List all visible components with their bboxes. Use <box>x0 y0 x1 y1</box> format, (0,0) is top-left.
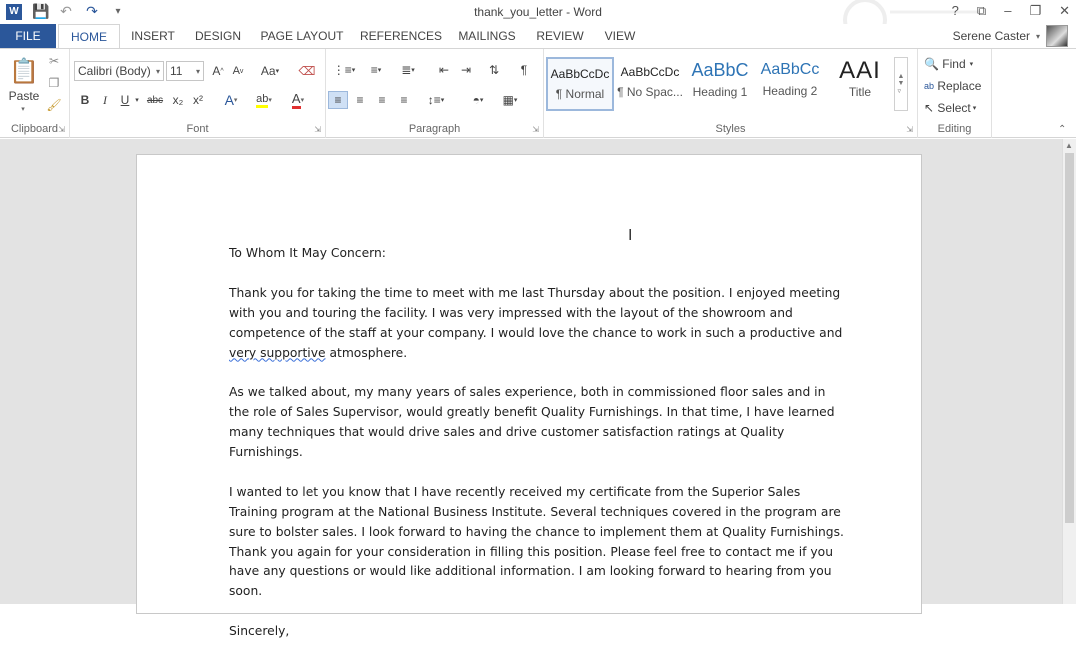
tab-file[interactable]: FILE <box>0 24 56 48</box>
highlight-color-icon[interactable]: ab ▾ <box>252 91 276 109</box>
font-size-select[interactable] <box>166 61 204 81</box>
chevron-down-icon[interactable]: ▾ <box>135 97 139 104</box>
grow-font-icon[interactable]: A ^ <box>212 64 224 78</box>
user-name[interactable]: Serene Caster <box>952 29 1030 43</box>
font-size-value: 11 <box>170 64 183 78</box>
avatar[interactable] <box>1046 25 1068 47</box>
document-page[interactable] <box>136 154 922 639</box>
styles-group-label: Styles <box>715 123 746 135</box>
line-spacing-icon[interactable]: ↕≡ ▾ <box>427 93 445 107</box>
style-name: ¶ No Spac... <box>617 85 683 99</box>
dialog-launcher-icon[interactable]: ⇲ <box>532 125 539 134</box>
tab-review[interactable]: REVIEW <box>536 29 584 43</box>
scrollbar-thumb[interactable] <box>1065 153 1074 523</box>
style-heading-2[interactable] <box>756 57 824 111</box>
styles-scroll[interactable]: ▲ ▼ ▿ <box>894 57 908 111</box>
style-preview: AaBbCcDc <box>550 67 610 81</box>
font-name-select[interactable] <box>74 61 164 81</box>
chevron-down-icon: ▾ <box>155 66 160 76</box>
tab-references[interactable]: REFERENCES <box>359 29 442 43</box>
show-formatting-icon[interactable]: ¶ <box>520 63 528 77</box>
tab-mailings[interactable]: MAILINGS <box>458 29 516 43</box>
justify-icon[interactable]: ≡ <box>400 93 408 107</box>
grammar-flag[interactable]: very supportive <box>229 345 326 360</box>
save-icon[interactable]: 💾 <box>32 3 50 19</box>
close-icon[interactable]: ✕ <box>1059 3 1070 18</box>
select-button[interactable] <box>924 99 988 117</box>
font-group <box>70 49 326 138</box>
vertical-scrollbar[interactable] <box>1062 139 1076 604</box>
style-preview: AAI <box>839 57 881 84</box>
word-app-icon[interactable]: W <box>6 4 22 20</box>
font-name-value: Calibri (Body) <box>78 64 151 78</box>
window-title: thank_you_letter - Word <box>474 5 602 19</box>
closing: Sincerely, <box>229 624 290 639</box>
tab-page-layout[interactable]: PAGE LAYOUT <box>260 29 344 43</box>
shrink-font-icon[interactable]: A v <box>232 65 244 77</box>
style-preview: AaBbC <box>691 60 749 80</box>
title-bar <box>0 0 1076 24</box>
format-painter-icon[interactable]: 🖌 <box>46 98 62 112</box>
dialog-launcher-icon[interactable]: ⇲ <box>314 125 321 134</box>
replace-label: Replace <box>937 79 982 93</box>
undo-icon[interactable]: ↶ <box>60 3 72 19</box>
style-name: Heading 2 <box>762 84 818 98</box>
borders-icon[interactable]: ▦ ▾ <box>502 93 518 107</box>
sort-icon[interactable]: ⇅ <box>488 63 500 77</box>
chevron-down-icon[interactable]: ▾ <box>1035 31 1040 41</box>
paragraph-3: I wanted to let you know that I have recently received my certificate from the Superior Sales Training program at the National Business Institute. Several techniques covered in the program are sure to bolster sales. I look forward to having the chance to implement them at Quality Furnishings. <box>229 484 844 539</box>
find-button[interactable] <box>924 55 988 73</box>
salutation: To Whom It May Concern: <box>229 246 386 260</box>
superscript-button[interactable]: x² <box>193 93 203 107</box>
align-right-icon[interactable]: ≡ <box>378 93 386 107</box>
select-label: Select <box>937 101 971 115</box>
clear-formatting-icon[interactable]: ⌫ <box>298 64 316 78</box>
editing-group <box>918 49 992 138</box>
paragraph-1: Thank you for taking the time to meet with me last Thursday about the position. I enjoyed meeting with you and touring the facility. I was very impressed with the layout of the showroom and competence of the staff at your company. I would love the chance to work in such a productive and very supportive atmosphere. <box>229 285 843 360</box>
font-group-label: Font <box>186 123 209 135</box>
text-effects-icon[interactable]: A ▾ <box>224 92 238 108</box>
italic-button[interactable]: I <box>103 92 107 107</box>
binoculars-icon: 🔍 <box>924 57 939 71</box>
find-label: Find <box>942 57 966 71</box>
document-canvas <box>0 139 1062 639</box>
dialog-launcher-icon[interactable]: ⇲ <box>58 125 65 134</box>
bullets-icon[interactable]: ⋮≡ ▾ <box>332 63 356 77</box>
align-left-icon[interactable]: ≡ <box>328 91 348 109</box>
paragraph-2: As we talked about, my many years of sales experience, both in commissioned floor sales and in the role of Sales Supervisor, would greatly benefit Quality Furnishings. In that time, I have learned many techniques that would drive sales and drive customer satisfaction ratings at Quality Furnishings. <box>229 385 835 460</box>
copy-icon[interactable]: ❐ <box>48 76 60 90</box>
style-name: Heading 1 <box>692 85 748 99</box>
ribbon <box>0 48 1076 138</box>
text-cursor-icon: I <box>628 227 633 244</box>
style-no-spacing[interactable] <box>616 57 684 111</box>
shading-icon[interactable]: ◓ ▾ <box>472 93 484 107</box>
clipboard-group <box>0 49 70 138</box>
style-normal[interactable] <box>546 57 614 111</box>
clipboard-group-label: Clipboard <box>10 123 59 135</box>
change-case-icon[interactable]: Aa ▾ <box>260 64 280 78</box>
dialog-launcher-icon[interactable]: ⇲ <box>906 125 913 134</box>
paste-button[interactable]: Paste <box>8 89 40 103</box>
paragraph-4: Thank you again for your consideration in filling this position. Please feel free to contact me if you have any questions or would like additional information. I am looking forward to hearing from you soon. <box>229 544 833 599</box>
bold-button[interactable]: B <box>80 93 90 107</box>
increase-indent-icon[interactable]: ⇥ <box>460 63 472 77</box>
cursor-arrow-icon: ↖ <box>924 101 935 115</box>
font-color-icon[interactable]: A ▾ <box>286 91 310 109</box>
strikethrough-button[interactable]: abc <box>146 94 164 106</box>
tab-insert[interactable]: INSERT <box>131 29 175 43</box>
subscript-button[interactable]: x₂ <box>172 93 184 107</box>
chevron-down-icon: ▾ <box>969 61 974 68</box>
help-icon[interactable]: ? <box>951 3 959 18</box>
underline-button[interactable]: U <box>120 93 130 107</box>
cut-icon[interactable]: ✂ <box>48 54 60 68</box>
styles-group <box>544 49 918 138</box>
minimize-icon[interactable]: – <box>1004 3 1012 18</box>
collapse-ribbon-icon[interactable]: ⌃ <box>1058 124 1067 135</box>
replace-button[interactable] <box>924 77 992 95</box>
window-controls <box>952 3 1070 19</box>
numbering-icon[interactable]: ≡ ▾ <box>370 63 382 77</box>
ribbon-display-options-icon[interactable]: ⧉ <box>976 3 987 18</box>
style-name: Title <box>848 85 872 99</box>
paragraph-group <box>326 49 544 138</box>
chevron-down-icon[interactable]: ▾ <box>21 106 25 113</box>
replace-icon: ab <box>924 81 935 91</box>
style-name: ¶ Normal <box>555 87 605 101</box>
tab-design[interactable]: DESIGN <box>194 29 241 43</box>
align-center-icon[interactable]: ≡ <box>356 93 364 107</box>
style-title[interactable] <box>826 57 894 111</box>
restore-icon[interactable]: ❐ <box>1029 3 1042 18</box>
tab-view[interactable]: VIEW <box>604 29 636 43</box>
paste-icon[interactable]: 📋 <box>9 57 39 85</box>
scroll-up-icon[interactable]: ▲ <box>1065 141 1073 150</box>
editing-group-label: Editing <box>937 123 972 135</box>
user-account[interactable] <box>953 24 1068 48</box>
paragraph-group-label: Paragraph <box>408 123 461 135</box>
tab-home[interactable]: HOME <box>58 24 120 49</box>
chevron-down-icon: ▾ <box>195 66 200 76</box>
style-preview: AaBbCc <box>760 61 820 78</box>
style-preview: AaBbCcDc <box>620 65 680 79</box>
chevron-down-icon: ▾ <box>972 105 977 112</box>
decrease-indent-icon[interactable]: ⇤ <box>438 63 450 77</box>
style-heading-1[interactable] <box>686 57 754 111</box>
customize-qat-icon[interactable]: ▾ <box>115 6 121 17</box>
document-body[interactable] <box>229 244 849 662</box>
multilevel-list-icon[interactable]: ≣ ▾ <box>401 63 415 77</box>
redo-icon[interactable]: ↷ <box>86 3 98 19</box>
ribbon-tabs <box>0 24 1076 48</box>
